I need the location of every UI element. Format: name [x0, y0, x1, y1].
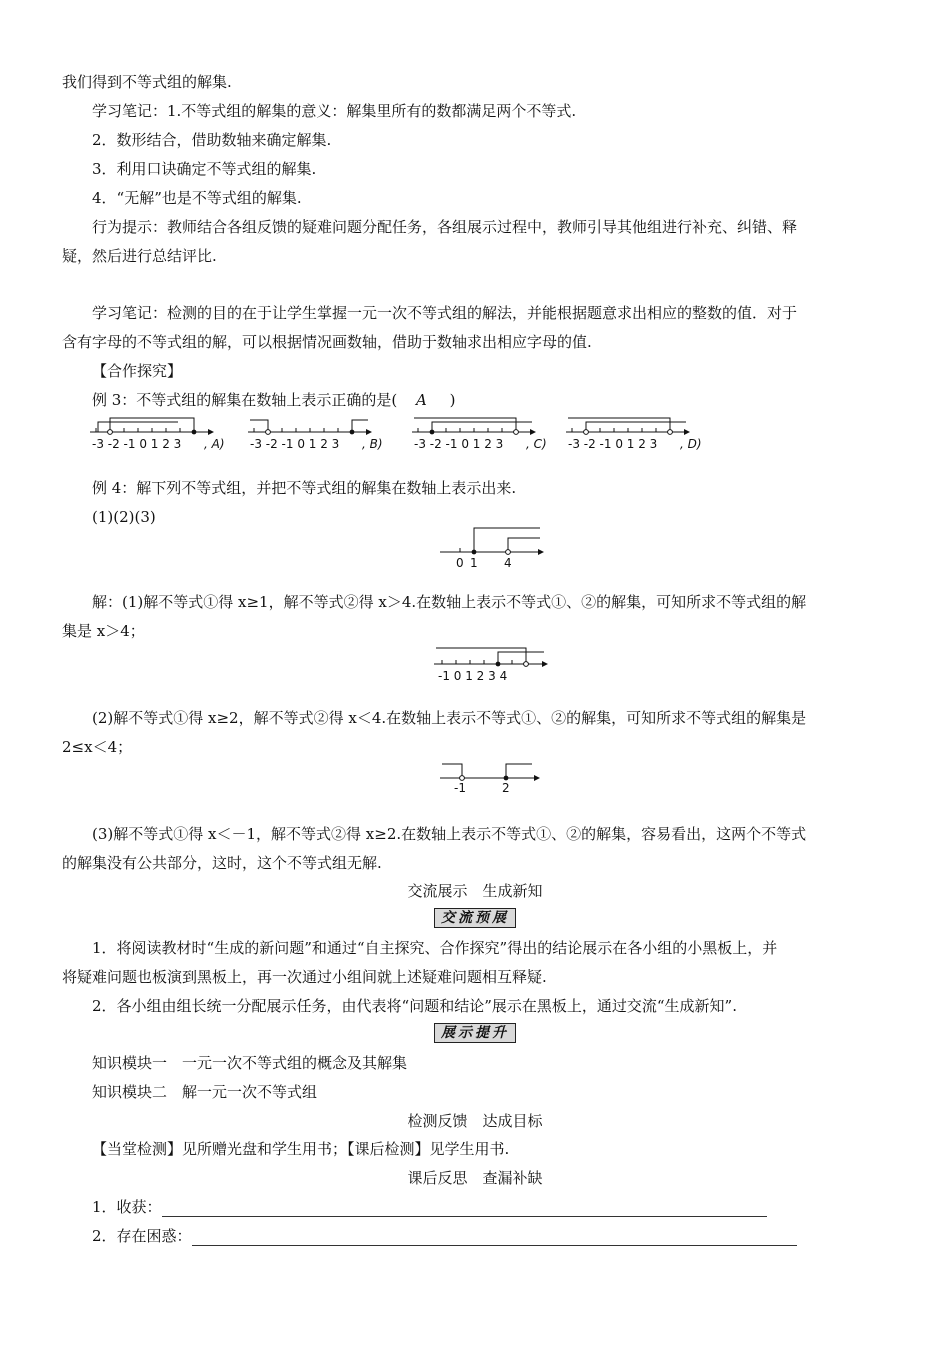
- knowledge-module-1: 知识模块一 一元一次不等式组的概念及其解集: [92, 1054, 408, 1072]
- solution-3-number-line: [436, 754, 546, 796]
- option-d-label: , D): [680, 437, 702, 451]
- option-b-label: , B): [362, 437, 383, 451]
- fig1-label-4: 4: [504, 556, 512, 570]
- example-3-answer: A: [415, 391, 427, 409]
- solution-1-line-2: 集是 x＞4；: [62, 622, 145, 640]
- badge-show: 展示提升: [434, 1023, 516, 1043]
- knowledge-module-2: 知识模块二 解一元一次不等式组: [92, 1083, 318, 1101]
- study-note-detect-line-1: 学习笔记：检测的目的在于让学生掌握一元一次不等式组的解法，并能根据题意求出相应的整数的值．对于: [92, 304, 798, 322]
- check-line: 【当堂检测】见所赠光盘和学生用书；【课后检测】见学生用书.: [92, 1140, 510, 1158]
- heading-cooperative: 【合作探究】: [92, 362, 183, 380]
- solution-2-line-2: 2≤x＜4；: [62, 738, 133, 756]
- section-reflect-title: 课后反思 查漏补缺: [407, 1169, 543, 1187]
- option-a-label: , A): [204, 437, 225, 451]
- study-note-4: 4．“无解”也是不等式组的解集.: [92, 189, 302, 207]
- fig2-labels: -1 0 1 2 3 4: [438, 669, 508, 683]
- badge-show-wrap: [0, 1022, 950, 1043]
- study-note-1: 学习笔记：1.不等式组的解集的意义：解集里所有的数都满足两个不等式.: [92, 102, 577, 120]
- option-b-number-line: [248, 420, 383, 451]
- intro-line: 我们得到不等式组的解集.: [62, 73, 232, 91]
- solution-2-number-line: [432, 640, 562, 686]
- exchange-item-2: 2．各小组由组长统一分配展示任务，由代表将“问题和结论”展示在黑板上，通过交流“生成新知”.: [92, 997, 737, 1015]
- behavior-hint-line-2: 疑，然后进行总结评比.: [62, 247, 217, 265]
- example-3-text: 例 3：不等式组的解集在数轴上表示正确的是(: [92, 391, 398, 409]
- reflect-gain-blank[interactable]: [162, 1200, 767, 1217]
- option-c-ticks: -3 -2 -1 0 1 2 3: [414, 437, 504, 451]
- option-b-ticks: -3 -2 -1 0 1 2 3: [250, 437, 340, 451]
- study-note-2: 2．数形结合，借助数轴来确定解集.: [92, 131, 332, 149]
- solution-3-line-2: 的解集没有公共部分，这时，这个不等式组无解.: [62, 854, 382, 872]
- reflect-gain-label: 1．收获：: [92, 1198, 162, 1216]
- section-check-title: 检测反馈 达成目标: [407, 1112, 543, 1130]
- example-4-parts: (1)(2)(3): [92, 508, 156, 526]
- reflect-gain: [92, 1197, 767, 1217]
- behavior-hint-line-1: 行为提示：教师结合各组反馈的疑难问题分配任务，各组展示过程中，教师引导其他组进行补充、纠错、释: [92, 218, 798, 236]
- study-note-detect-line-2: 含有字母的不等式组的解，可以根据情况画数轴，借助于数轴求出相应字母的值.: [62, 333, 592, 351]
- solution-2-line-1: (2)解不等式①得 x≥2，解不等式②得 x＜4.在数轴上表示不等式①、②的解集，可知所求不等式组的解集是: [92, 709, 807, 727]
- fig3-label-neg1: -1: [454, 781, 466, 795]
- fig3-label-2: 2: [502, 781, 510, 795]
- reflect-confusion: [92, 1226, 797, 1246]
- solution-3-line-1: (3)解不等式①得 x＜－1，解不等式②得 x≥2.在数轴上表示不等式①、②的解集，容易看出，这两个不等式: [92, 825, 807, 843]
- reflect-confusion-label: 2．存在困惑：: [92, 1227, 192, 1245]
- solution-1-number-line: [436, 524, 556, 570]
- example-3-options-figure: [88, 408, 728, 454]
- study-note-3: 3．利用口诀确定不等式组的解集.: [92, 160, 317, 178]
- section-exchange-title: 交流展示 生成新知: [407, 882, 543, 900]
- fig1-label-1: 1: [470, 556, 478, 570]
- exchange-item-1-line-1: 1．将阅读教材时“生成的新问题”和通过“自主探究、合作探究”得出的结论展示在各小组的小黑板上，并: [92, 939, 778, 957]
- badge-preview-wrap: [0, 907, 950, 928]
- example-3-close: ): [449, 391, 456, 409]
- reflect-confusion-blank[interactable]: [192, 1229, 797, 1246]
- option-a-number-line: [90, 418, 225, 451]
- example-3-question: [92, 390, 455, 410]
- exchange-item-1-line-2: 将疑难问题也板演到黑板上，再一次通过小组间就上述疑难问题相互释疑.: [62, 968, 547, 986]
- option-a-ticks: -3 -2 -1 0 1 2 3: [92, 437, 182, 451]
- fig1-label-0: 0: [456, 556, 464, 570]
- option-c-label: , C): [526, 437, 547, 451]
- example-4-question: 例 4：解下列不等式组，并把不等式组的解集在数轴上表示出来.: [92, 479, 517, 497]
- badge-preview: 交流预展: [434, 908, 516, 928]
- option-c-number-line: [412, 418, 547, 451]
- option-d-ticks: -3 -2 -1 0 1 2 3: [568, 437, 658, 451]
- solution-1-line-1: 解：(1)解不等式①得 x≥1，解不等式②得 x＞4.在数轴上表示不等式①、②的解集，可知所求不等式组的解: [92, 593, 807, 611]
- option-d-number-line: [566, 418, 702, 451]
